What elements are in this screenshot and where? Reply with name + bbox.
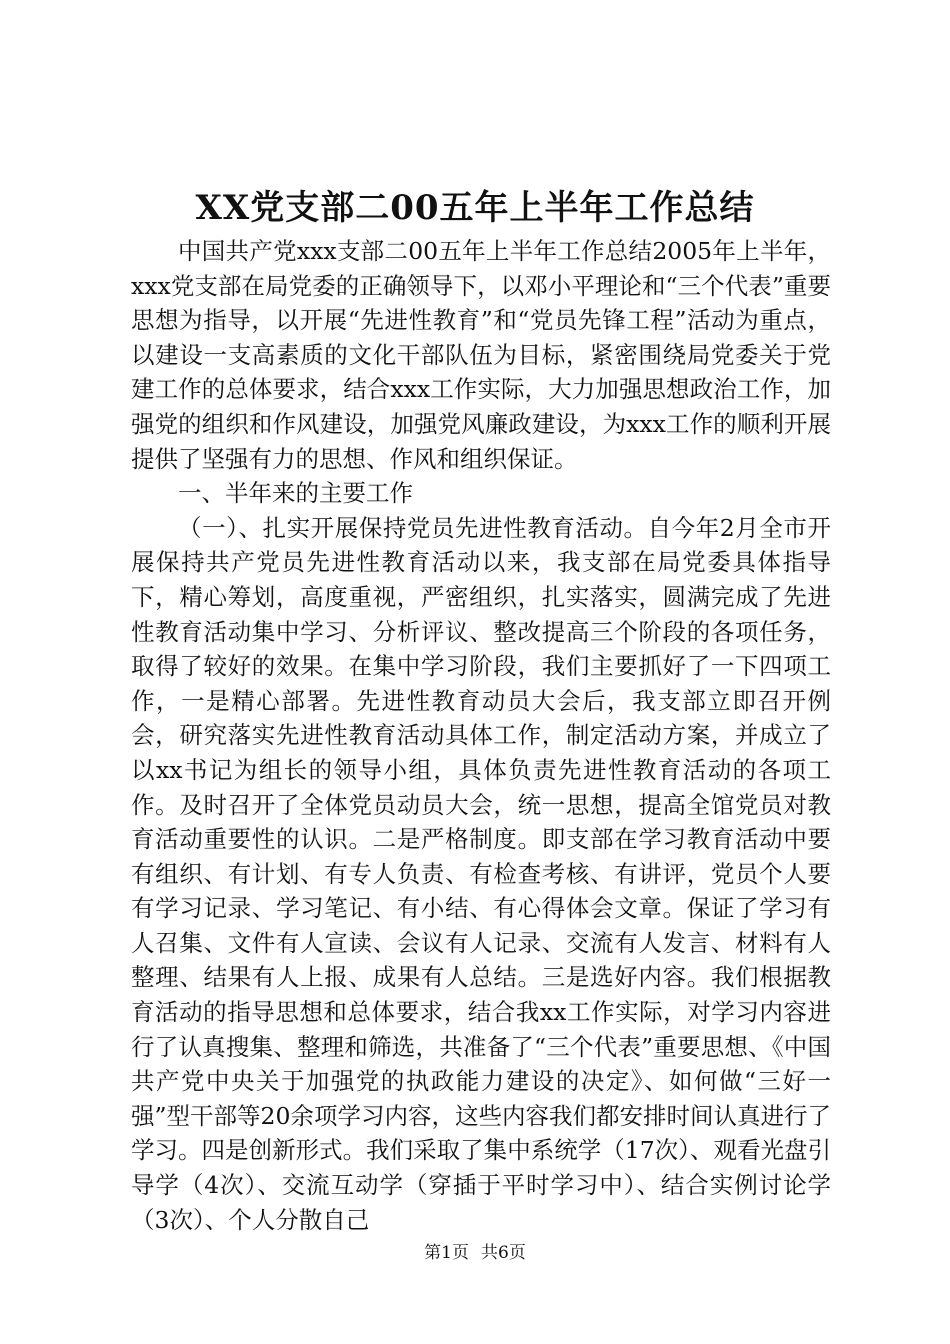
page-total: 共6页: [481, 1243, 526, 1263]
document-title: XX党支部二00五年上半年工作总结: [195, 188, 755, 228]
intro-paragraph: 中国共产党xxx支部二00五年上半年工作总结2005年上半年，xxx党支部在局党委的正确领导下，以邓小平理论和“三个代表”重要思想为指导，以开展“先进性教育”和“党员先锋工程”活动为重点，以建设一支高素质的文化干部队伍为目标，紧密围绕局党委关于党建工作的总体要求，结合xxx工作实际，大力加强思想政治工作，加强党的组织和作风建设，加强党风廉政建设，为xxx工作的顺利开展提供了坚强有力的思想、作风和组织保证。: [131, 237, 831, 473]
section-heading: 一、半年来的主要工作: [178, 479, 413, 508]
section-paragraph: （一）、扎实开展保持党员先进性教育活动。自今年2月全市开展保持共产党员先进性教育活动以来，我支部在局党委具体指导下，精心筹划，高度重视，严密组织，扎实落实，圆满完成了先进性教育活动集中学习、分析评议、整改提高三个阶段的各项任务，取得了较好的效果。在集中学习阶段，我们主要抓好了一下四项工作，一是精心部署。先进性教育动员大会后，我支部立即召开例会，研究落实先进性教育活动具体工作，制定活动方案，并成立了以xx书记为组长的领导小组，具体负责先进性教育活动的各项工作。及时召开了全体党员动员大会，统一思想，提高全馆党员对教育活动重要性的认识。二是严格制度。即支部在学习教育活动中要有组织、有计划、有专人负责、有检查考核、有讲评，党员个人要有学习记录、学习笔记、有小结、有心得体会文章。保证了学习有人召集、文件有人宣读、会议有人记录、交流有人发言、材料有人整理、结果有人上报、成果有人总结。三是选好内容。我们根据教育活动的指导思想和总体要求，结合我xx工作实际，对学习内容进行了认真搜集、整理和筛选，共准备了“三个代表”重要思想、《中国共产党中央关于加强党的执政能力建设的决定》、如何做“三好一强”型干部等20余项学习内容，这些内容我们都安排时间认真进行了学习。四是创新形式。我们采取了集中系统学（17次）、观看光盘引导学（4次）、交流互动学（穿插于平时学习中）、结合实例讨论学（3次）、个人分散自己: [131, 513, 831, 1234]
page-footer: [0, 1242, 950, 1264]
document-body: [131, 234, 831, 1237]
page-number: 第1页: [424, 1243, 469, 1263]
